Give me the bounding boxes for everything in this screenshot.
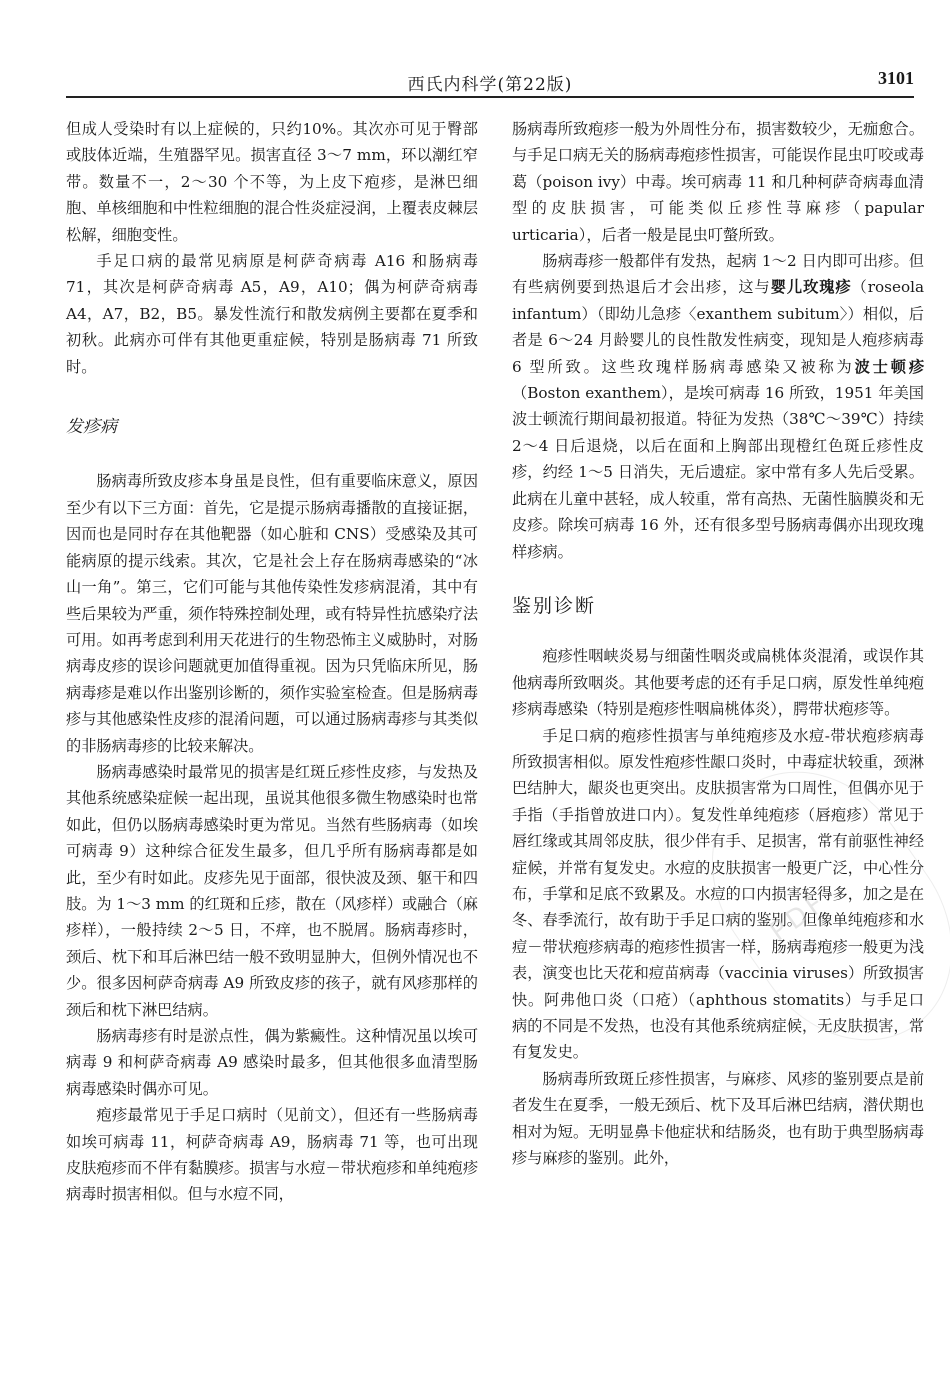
paragraph: 肠病毒疹有时是淤点性，偶为紫癜性。这种情况虽以埃可病毒 9 和柯萨奇病毒 A9 感染时最多，但其他很多血清型肠病毒感染时偶亦可见。 bbox=[66, 1027, 478, 1098]
text-run: 肠病毒疹一般都伴有发热，起病 1～2 日内即可出疹。但有些病例要到热退后才会出疹，这与 bbox=[512, 252, 924, 297]
left-column bbox=[66, 116, 478, 1208]
page-number: 3101 bbox=[878, 68, 914, 88]
page-header bbox=[66, 62, 914, 98]
paragraph: 疱疹性咽峡炎易与细菌性咽炎或扁桃体炎混淆，或误作其他病毒所致咽炎。其他要考虑的还有手足口病，原发性单纯疱疹病毒感染（特别是疱疹性咽扁桃体炎），腭带状疱疹等。 bbox=[512, 647, 924, 719]
paragraph: 肠病毒所致皮疹本身虽是良性，但有重要临床意义，原因至少有以下三方面：首先，它是提示肠病毒播散的直接证据，因而也是同时存在其他靶器（如心脏和 CNS）受感染及其可能病原的提示线索。其次，它是社会上存在肠病毒感染的“冰山一角”。第三，它们可能与其他传染性发疹病混淆，其中有些后果较为严重，须作特殊控制处理，或有特异性抗感染疗法可用。如再考虑到利用天花进行的生物恐怖主义威胁时，对肠病毒皮疹的误诊问题就更加值得重视。因为只凭临床所见，肠病毒疹是难以作出鉴别诊断的，须作实验室检查。但是肠病毒疹与其他感染性皮疹的混淆问题，可以通过肠病毒疹与其类似的非肠病毒疹的比较来解决。 bbox=[66, 472, 478, 755]
text-run: （Boston exanthem），是埃可病毒 16 所致，1951 年美国波士顿流行期间最初报道。特征为发热（38℃～39℃）持续 2～4 日后退烧，以后在面和上胸部出现橙红色斑丘疹性皮疹，约经 1～5 日消失，无后遗症。家中常有多人先后受累。此病在儿童中甚轻，成人较重，常有高热、无菌性脑膜炎和无皮疹。除埃可病毒 16 外，还有很多型号肠病毒偶亦出现玫瑰样疹病。 bbox=[512, 384, 924, 561]
paragraph: 肠病毒感染时最常见的损害是红斑丘疹性皮疹，与发热及其他系统感染症候一起出现，虽说其他很多微生物感染时也常如此，但仍以肠病毒感染时更为常见。当然有些肠病毒（如埃可病毒 9）这种综合征发生最多，但几乎所有肠病毒都是如此，至少有时如此。皮疹先见于面部，很快波及颈、躯干和四肢。为 1～3 mm 的红斑和丘疹，散在（风疹样）或融合（麻疹样），一般持续 2～5 日，不痒，也不脱屑。肠病毒疹时，颈后、枕下和耳后淋巴结一般不致明显肿大，但例外情况也不少。很多因柯萨奇病毒 A9 所致皮疹的孩子，就有风疹那样的颈后和枕下淋巴结病。 bbox=[66, 762, 478, 1019]
paragraph: 手足口病的疱疹性损害与单纯疱疹及水痘-带状疱疹病毒所致损害相似。原发性疱疹性龈口炎时，中毒症状较重，颈淋巴结肿大，龈炎也更突出。皮肤损害常为口周性，但偶亦见于手指（手指曾放进口内）。复发性单纯疱疹（唇疱疹）常见于唇红缘或其周邻皮肤，很少伴有手、足损害，常有前驱性神经症候，并常有复发史。水痘的皮肤损害一般更广泛，中心性分布，手掌和足底不致累及。水痘的口内损害轻得多，加之是在冬、春季流行，故有助于手足口病的鉴别。但像单纯疱疹和水痘－带状疱疹病毒的疱疹性损害一样，肠病毒疱疹一般更为浅表，演变也比天花和痘苗病毒（vaccinia viruses）所致损害快。阿弗他口炎（口疮）（aphthous stomatits）与手足口病的不同是不发热，也没有其他系统病症候，无皮肤损害，常有复发史。 bbox=[512, 726, 924, 1062]
text-run: （roseola infantum）（即幼儿急疹〈exanthem subitum〉）相似，后者是 6～24 月龄婴儿的良性散发性病变，现知是人疱疹病毒 6 型所致。这些玫瑰样肠病毒感染又被称为 bbox=[512, 278, 925, 376]
term-roseola: 婴儿玫瑰疹 bbox=[770, 278, 852, 297]
watermark-stamp: PDF bbox=[670, 731, 950, 1080]
paragraph: 手足口病的最常见病原是柯萨奇病毒 A16 和肠病毒 71，其次是柯萨奇病毒 A5，A9，A10；偶为柯萨奇病毒 A4，A7，B2，B5。暴发性流行和散发病例主要都在夏季和初秋。此病亦可伴有其他更重症候，特别是肠病毒 71 所致时。 bbox=[66, 252, 478, 376]
paragraph bbox=[512, 248, 924, 565]
paragraph: 疱疹最常见于手足口病时（见前文），但还有一些肠病毒如埃可病毒 11，柯萨奇病毒 A9，肠病毒 71 等，也可出现皮肤疱疹而不伴有黏膜疹。损害与水痘－带状疱疹和单纯疱疹病毒时损害相似。但与水痘不同， bbox=[66, 1106, 478, 1204]
paragraph: 但成人受染时有以上症候的，只约10%。其次亦可见于臀部或肢体近端，生殖器罕见。损害直径 3～7 mm，环以潮红窄带。数量不一，2～30 个不等，为上皮下疱疹，是淋巴细胞、单核细胞和中性粒细胞的混合性炎症浸润，上覆表皮棘层松解，细胞变性。 bbox=[66, 120, 478, 244]
running-title: 西氏内科学(第22版) bbox=[407, 75, 573, 95]
paragraph: 肠病毒所致疱疹一般为外周性分布，损害数较少，无痂愈合。与手足口病无关的肠病毒疱疹性损害，可能误作昆虫叮咬或毒葛（poison ivy）中毒。埃可病毒 11 和几种柯萨奇病毒血清型的皮肤损害，可能类似丘疹性荨麻疹（papular urticaria），后者一般是昆虫叮螫所致。 bbox=[512, 120, 924, 244]
paragraph: 肠病毒所致斑丘疹性损害，与麻疹、风疹的鉴别要点是前者发生在夏季，一般无颈后、枕下及耳后淋巴结病，潜伏期也相对为短。无明显鼻卡他症状和结肠炎，也有助于典型肠病毒疹与麻疹的鉴别。此外， bbox=[512, 1069, 924, 1168]
subheading-exanthem: 发疹病 bbox=[66, 417, 117, 438]
term-boston-exanthem: 波士顿疹 bbox=[854, 357, 925, 376]
section-heading-differential: 鉴别诊断 bbox=[512, 594, 597, 617]
